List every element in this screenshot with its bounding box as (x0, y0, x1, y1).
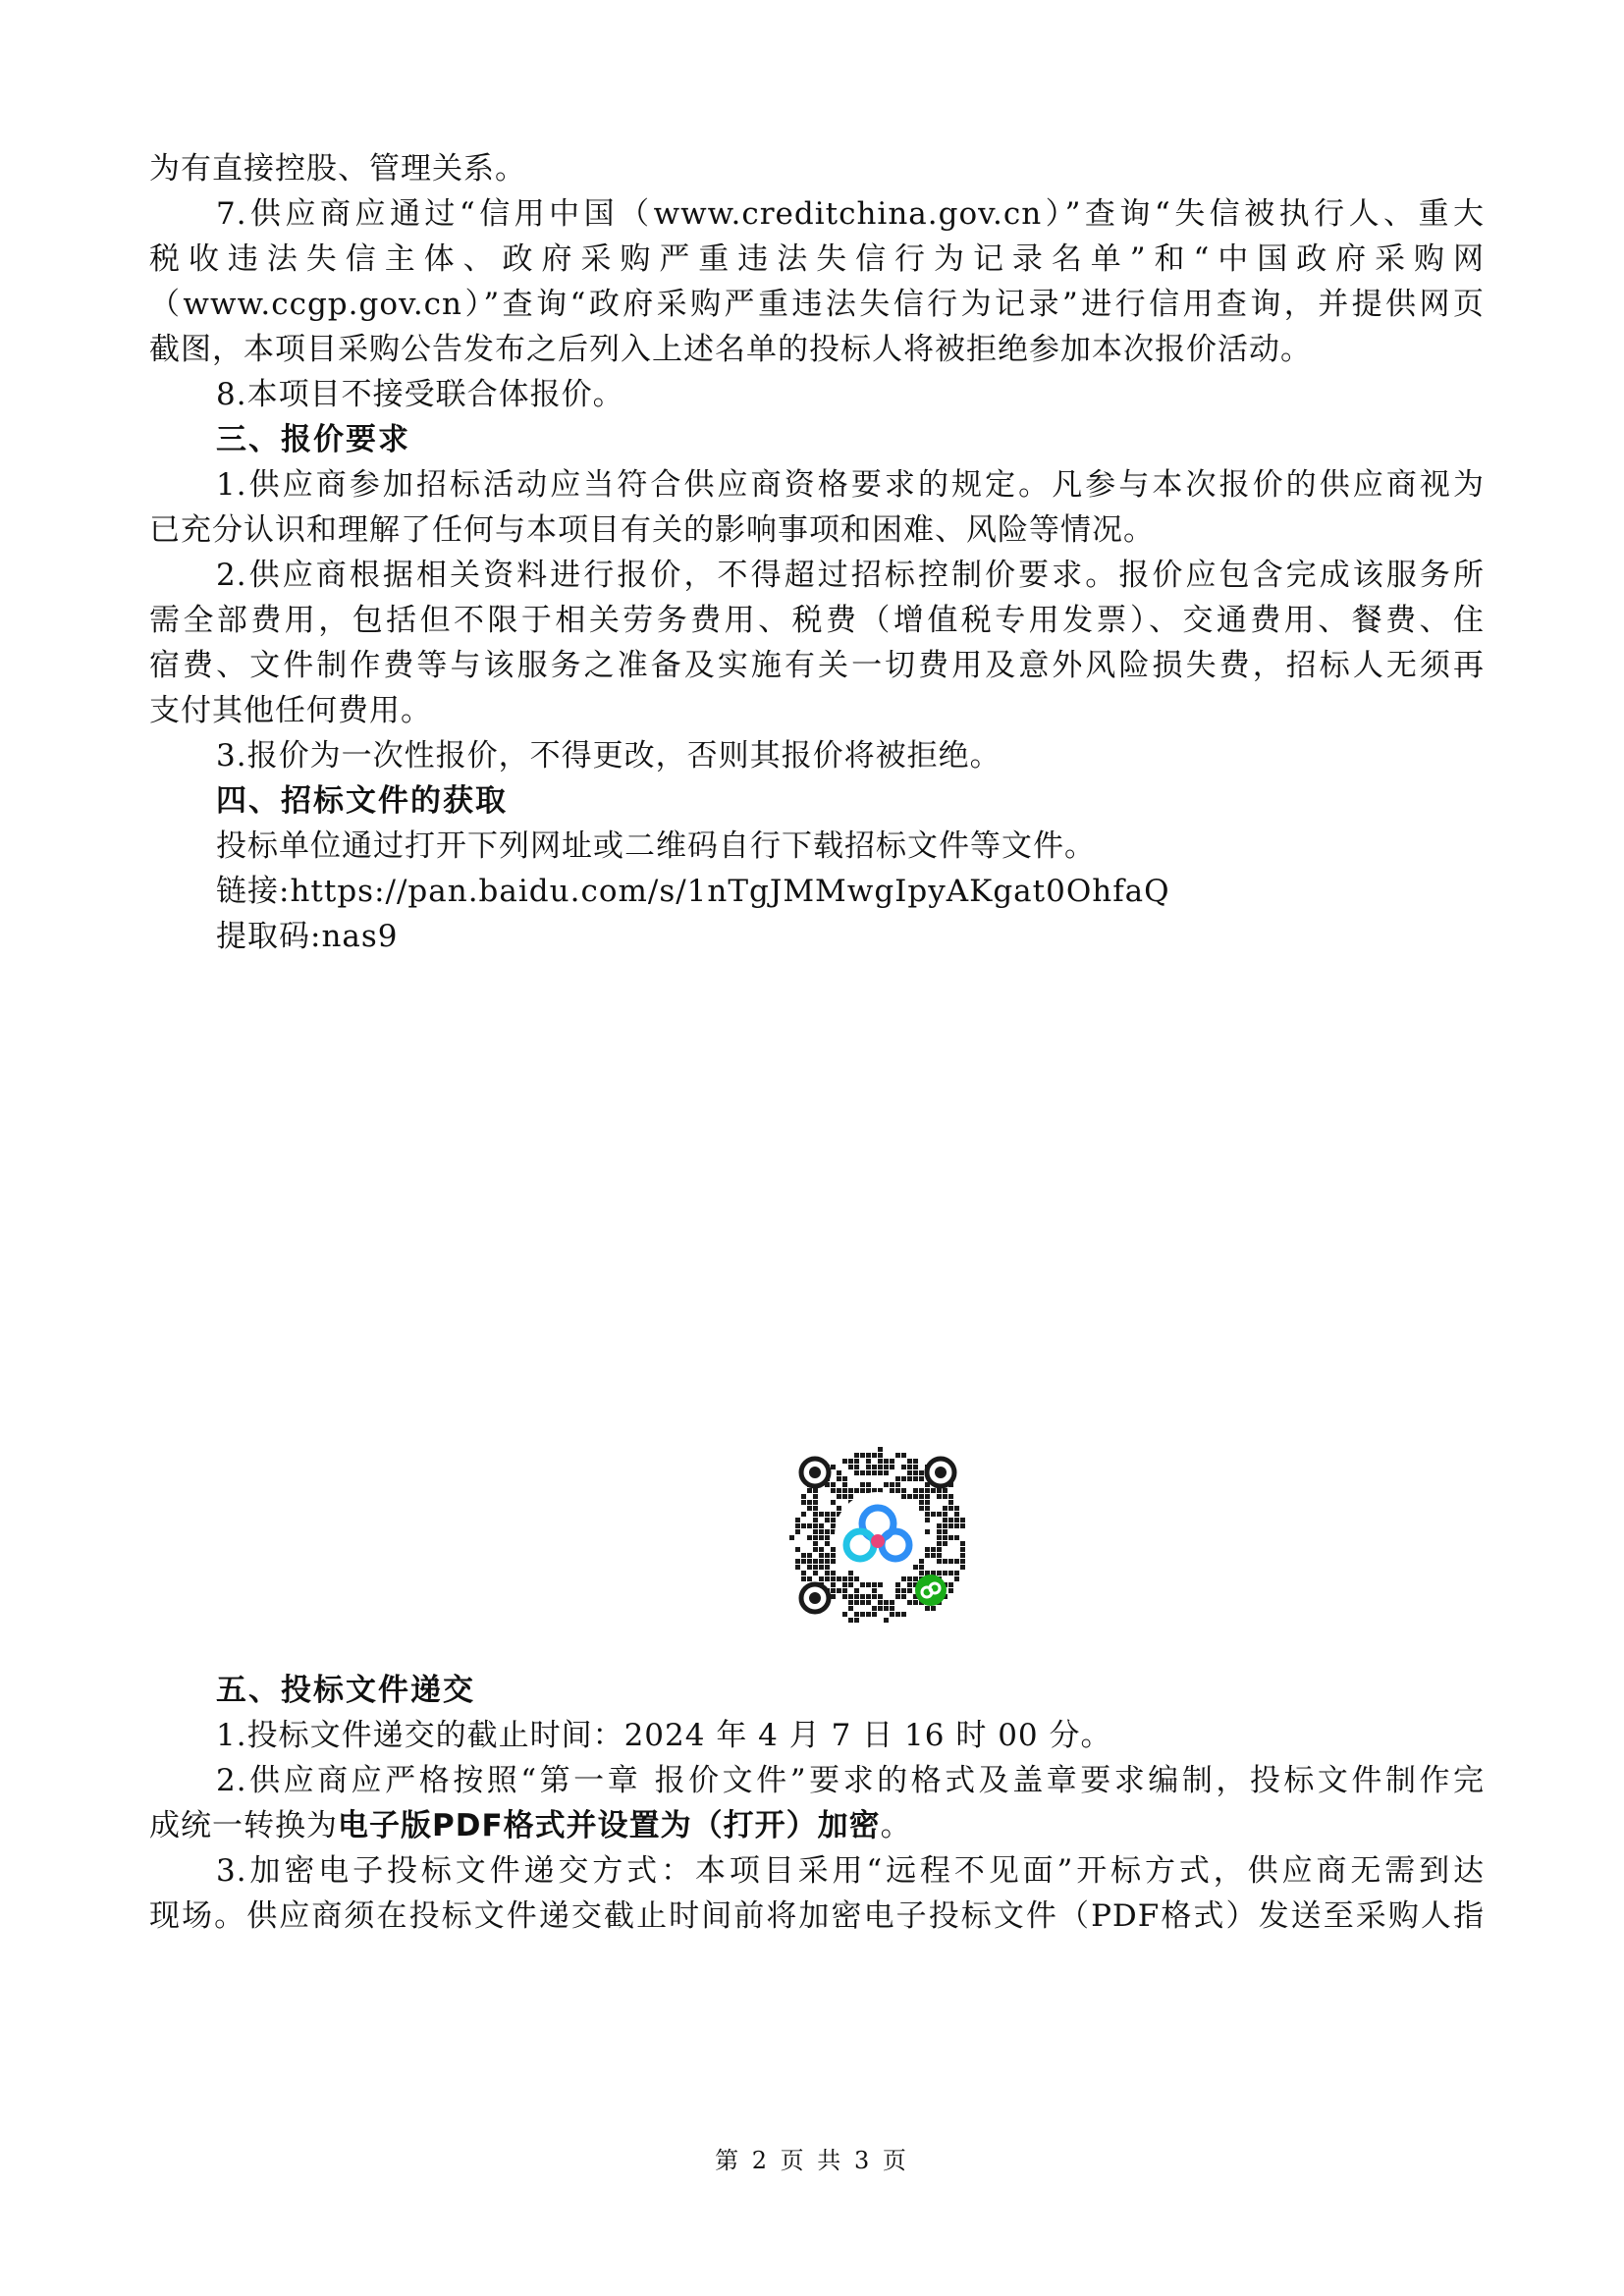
extraction-code: 提取码:nas9 (216, 919, 399, 954)
paragraph-line: 投标单位通过打开下列网址或二维码自行下载招标文件等文件。 (216, 828, 1096, 864)
paragraph-line: （www.ccgp.gov.cn）”查询“政府采购严重违法失信行为记录”进行信用查询，并提供网页 (149, 287, 1485, 322)
section-heading: 四、招标文件的获取 (216, 783, 508, 819)
paragraph-line: 支付其他任何费用。 (149, 693, 432, 728)
section-heading: 三、报价要求 (216, 422, 410, 457)
paragraph-line: 已充分认识和理解了任何与本项目有关的影响事项和困难、风险等情况。 (149, 512, 1155, 548)
paragraph-line: 现场。供应商须在投标文件递交截止时间前将加密电子投标文件（PDF格式）发送至采购人指 (149, 1898, 1485, 1934)
paragraph-line: 税收违法失信主体、政府采购严重违法失信行为记录名单”和“中国政府采购网 (149, 241, 1485, 277)
qr-code[interactable] (785, 1443, 970, 1628)
mixed-tail-text: 。 (880, 1808, 912, 1843)
paragraph-line (149, 1804, 1485, 1847)
paragraph-line: 为有直接控股、管理关系。 (149, 151, 526, 187)
paragraph-line: 3.加密电子投标文件递交方式：本项目采用“远程不见面”开标方式，供应商无需到达 (216, 1853, 1485, 1889)
paragraph-line: 7.供应商应通过“信用中国（www.creditchina.gov.cn）”查询“失信被执行人、重大 (216, 196, 1485, 232)
page-footer: 第 2 页 共 3 页 (715, 2147, 909, 2174)
paragraph-line: 截图，本项目采购公告发布之后列入上述名单的投标人将被拒绝参加本次报价活动。 (149, 332, 1312, 367)
section-heading: 五、投标文件递交 (216, 1673, 475, 1708)
paragraph-line: 需全部费用，包括但不限于相关劳务费用、税费（增值税专用发票）、交通费用、餐费、住 (149, 603, 1485, 638)
paragraph-line: 3.报价为一次性报价，不得更改，否则其报价将被拒绝。 (216, 738, 1001, 774)
download-link[interactable]: 链接:https://pan.baidu.com/s/1nTgJMMwgIpyAKgat0OhfaQ (216, 874, 1170, 909)
paragraph-line: 宿费、文件制作费等与该服务之准备及实施有关一切费用及意外风险损失费，招标人无须再 (149, 648, 1485, 683)
paragraph-line: 1.投标文件递交的截止时间：2024 年 4 月 7 日 16 时 00 分。 (216, 1718, 1112, 1753)
bold-emphasis-text: 电子版PDF格式并设置为（打开）加密 (338, 1808, 881, 1843)
paragraph-line: 1.供应商参加招标活动应当符合供应商资格要求的规定。凡参与本次报价的供应商视为 (216, 467, 1485, 503)
paragraph-line: 2.供应商根据相关资料进行报价，不得超过招标控制价要求。报价应包含完成该服务所 (216, 558, 1485, 593)
paragraph-line: 8.本项目不接受联合体报价。 (216, 377, 624, 412)
mixed-normal-text: 成统一转换为 (149, 1808, 338, 1843)
paragraph-line: 2.供应商应严格按照“第一章 报价文件”要求的格式及盖章要求编制，投标文件制作完 (216, 1763, 1485, 1798)
mini-program-icon (915, 1575, 947, 1606)
